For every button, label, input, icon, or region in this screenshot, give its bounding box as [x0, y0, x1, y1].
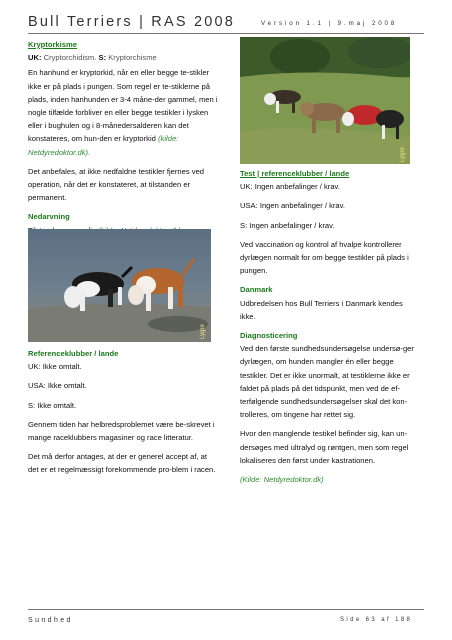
footer-page-number: Side 63 af 188	[340, 617, 413, 623]
vaccination-paragraph: Ved vaccination og kontrol af hvalpe kontrollerer dyrlægen normalt for om begge testikler på plads i pungen.	[240, 239, 409, 276]
diagnosticering-heading: Diagnosticering	[240, 331, 298, 341]
test-usa: USA: Ingen anbefalinger / krav.	[240, 201, 345, 211]
document-title: Bull Terriers | RAS 2008	[28, 14, 236, 30]
test-heading: Test | referenceklubber / lande	[240, 169, 350, 178]
test-uk: UK: Ingen anbefalinger / krav.	[240, 182, 340, 192]
nedarvning-heading: Nedarvning	[28, 212, 70, 222]
dogs-photo-right	[240, 37, 410, 164]
right-column	[240, 167, 415, 492]
dogs-photo-left-image	[28, 229, 211, 342]
ref-usa: USA: Ikke omtalt.	[28, 381, 87, 391]
uk-value: Cryptorchidism.	[43, 53, 97, 63]
intro-text: En hanhund er kryptorkid, når en eller begge te-stikler ikke er på plads i pungen. Som regel er te-stiklerne på plads, inden hanhunden er 3-4 måne-der gammel, men i nogle tilfælde forbliver en eller begge testikler i lysken eller i bughulen og i 8-månedersalderen kan det konstateres, om hun-den er kryptorkid	[28, 68, 218, 144]
left-column-lower	[28, 347, 218, 483]
test-s: S: Ingen anbefalinger / krav.	[240, 220, 335, 230]
ref-uk: UK: Ikke omtalt.	[28, 362, 82, 372]
footer-rule	[28, 609, 424, 610]
dogs-photo-left	[28, 229, 211, 342]
ref-s: S: Ikke omtalt.	[28, 400, 77, 410]
photo-credit-left: Lygre	[200, 324, 206, 339]
danmark-heading: Danmark	[240, 285, 273, 295]
footer-section: Sundhed	[28, 617, 73, 624]
history-paragraph: Gennem tiden har helbredsproblemet være be-skrevet i mange raceklubbers magasiner og race litteratur.	[28, 419, 215, 443]
s-value: Kryptorchisme	[108, 53, 157, 63]
kryptorkisme-heading: Kryptorkisme	[28, 40, 77, 49]
intro-paragraph	[28, 66, 218, 158]
acceptance-paragraph: Det må derfor antages, at der er generel accept af, at det er et regelmæssigt forekommende pro-blem i racen.	[28, 452, 216, 475]
diagnosis-source: (Kilde: Netdyredoktor.dk)	[240, 475, 324, 485]
diagnosis-paragraph-1: Ved den første sundhedsundersøgelse undersø-ger dyrlægen, om hunden mangler én eller begge testikler. Det er ikke unormalt, at testiklerne ikke er faldet på plads på det tidspunkt, men ved de ef-terfølgende sundhedsundersøgelser skal det kon-trolleres, om tingene har rettet sig.	[240, 344, 414, 420]
s-label: S:	[98, 53, 107, 63]
photo-credit-right: Lygre	[400, 147, 406, 162]
recommendation-paragraph: Det anbefales, at ikke nedfaldne testikler fjernes ved operation, når det er konstateret, at tilstanden er permanent.	[28, 166, 205, 203]
intro-source: (kilde: Netdyredoktor.dk).	[28, 134, 179, 157]
translations-line	[28, 51, 218, 64]
left-column	[28, 38, 218, 243]
ref-heading: Referenceklubber / lande	[28, 349, 119, 358]
danmark-paragraph: Udbredelsen hos Bull Terriers i Danmark kendes ikke.	[240, 298, 403, 321]
dogs-photo-right-image	[240, 37, 410, 164]
diagnosis-paragraph-2: Hvor den manglende testikel befinder sig, kan un-dersøges med ultralyd og røntgen, men som regel lokaliseres den først under kastrationen.	[240, 429, 409, 465]
version-date: Version 1.1 | 9.maj 2008	[261, 20, 398, 27]
uk-label: UK:	[28, 53, 42, 63]
header-rule	[28, 33, 424, 34]
